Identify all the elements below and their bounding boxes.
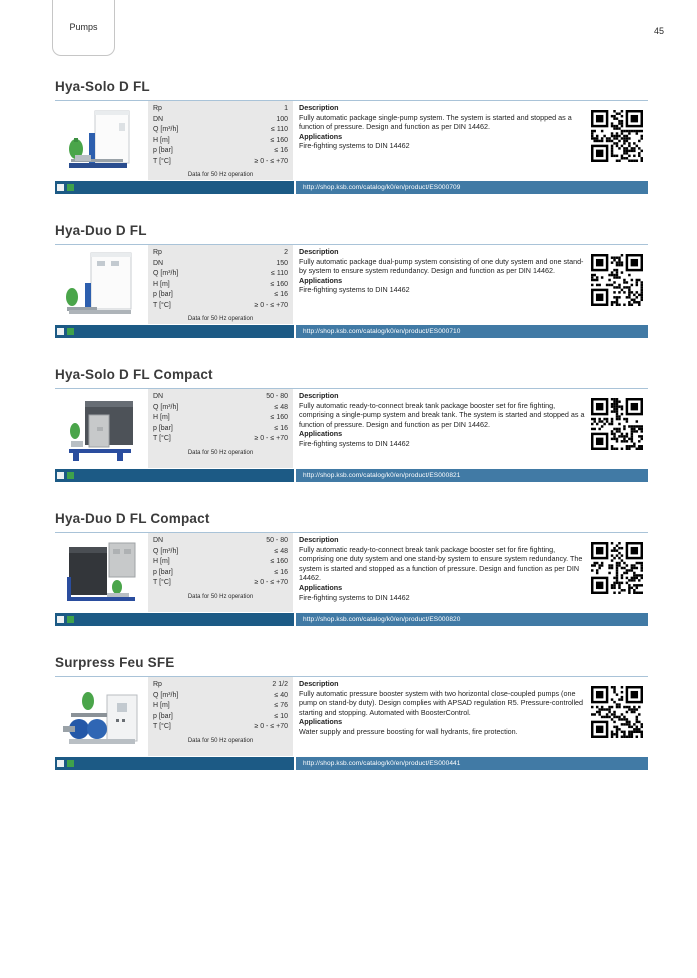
product-photo	[55, 389, 148, 468]
spec-row	[153, 536, 288, 547]
description-heading: Description	[299, 103, 339, 112]
spec-value: ≤ 110	[271, 270, 288, 277]
pump-illustration-duo-compact	[61, 537, 143, 609]
qr-code-icon	[591, 398, 643, 450]
spec-rows	[153, 104, 288, 167]
status-square-white-icon	[57, 184, 64, 191]
qr-code-icon	[591, 542, 643, 594]
description-cell	[293, 677, 591, 756]
description-heading: Description	[299, 247, 339, 256]
product-url-link[interactable]: http://shop.ksb.com/catalog/k0/en/product/ES000820	[296, 613, 648, 626]
applications-heading: Applications	[299, 131, 343, 141]
spec-row	[153, 269, 288, 280]
spec-label: DN	[153, 259, 164, 267]
product-section	[55, 655, 648, 770]
spec-label: Rp	[153, 105, 162, 112]
spec-row	[153, 434, 288, 445]
applications-text: Fire-fighting systems to DIN 14462	[299, 592, 410, 602]
product-body	[55, 676, 648, 756]
spec-table	[148, 533, 293, 612]
product-photo	[55, 245, 148, 324]
spec-label: T [°C]	[153, 579, 171, 586]
product-link-bar	[55, 469, 648, 482]
status-bar	[55, 181, 294, 194]
spec-label: T [°C]	[153, 435, 171, 442]
spec-row	[153, 290, 288, 301]
spec-row	[153, 280, 288, 291]
spec-value: ≤ 48	[274, 547, 288, 555]
applications-text: Fire-fighting systems to DIN 14462	[299, 141, 410, 151]
spec-value: ≤ 110	[271, 126, 288, 133]
spec-row	[153, 712, 288, 723]
status-bar	[55, 613, 294, 626]
spec-footnote: Data for 50 Hz operation	[187, 316, 254, 322]
product-section	[55, 511, 648, 626]
spec-value: ≤ 48	[274, 403, 288, 411]
qr-code-icon	[591, 110, 643, 162]
spec-table	[148, 101, 293, 180]
product-section	[55, 367, 648, 482]
spec-value: ≤ 40	[274, 691, 288, 699]
spec-value: ≤ 160	[270, 414, 288, 421]
spec-footnote: Data for 50 Hz operation	[187, 172, 254, 178]
applications-heading: Applications	[299, 429, 343, 439]
product-section	[55, 79, 648, 194]
spec-row	[153, 136, 288, 147]
spec-label: T [°C]	[153, 157, 171, 165]
status-square-white-icon	[57, 328, 64, 335]
spec-label: p [bar]	[153, 712, 173, 720]
spec-rows	[153, 536, 288, 589]
qr-cell	[591, 101, 648, 180]
description-text: Fully automatic ready-to-connect break tank package booster set for fire fighting, comprising one duty system and one stand-by system to ensure system redundancy. The system is started and stopped as a function of pressure. Design and function as per DIN 14462.	[299, 544, 583, 583]
spec-row	[153, 115, 288, 126]
spec-row	[153, 104, 288, 115]
spec-value: 1	[284, 105, 288, 112]
spec-label: p [bar]	[153, 568, 173, 576]
status-square-green-icon	[67, 328, 74, 335]
product-body	[55, 244, 648, 324]
status-square-white-icon	[57, 760, 64, 767]
spec-value: ≥ 0 - ≤ +70	[254, 579, 288, 586]
spec-value: ≥ 0 - ≤ +70	[254, 157, 288, 165]
applications-text: Fire-fighting systems to DIN 14462	[299, 438, 410, 448]
qr-cell	[591, 389, 648, 468]
spec-row	[153, 557, 288, 568]
product-photo	[55, 101, 148, 180]
product-link-bar	[55, 181, 648, 194]
spec-label: H [m]	[153, 558, 170, 565]
spec-row	[153, 578, 288, 589]
status-bar	[55, 325, 294, 338]
spec-rows	[153, 392, 288, 445]
spec-label: Q [m³/h]	[153, 691, 179, 699]
spec-row	[153, 424, 288, 435]
product-body	[55, 532, 648, 612]
spec-value: ≤ 160	[270, 136, 288, 144]
product-title: Hya-Duo D FL	[55, 223, 147, 238]
description-cell	[293, 245, 591, 324]
tab-label: Pumps	[69, 22, 98, 32]
spec-value: ≤ 16	[274, 291, 288, 298]
spec-footnote: Data for 50 Hz operation	[187, 449, 254, 456]
spec-label: Q [m³/h]	[153, 126, 179, 133]
spec-row	[153, 691, 288, 702]
spec-value: ≥ 0 - ≤ +70	[254, 723, 288, 730]
description-cell	[293, 389, 591, 468]
spec-value: ≤ 160	[270, 558, 288, 565]
spec-footnote: Data for 50 Hz operation	[187, 737, 254, 744]
status-square-green-icon	[67, 760, 74, 767]
spec-value: 2 1/2	[272, 681, 288, 688]
description-text: Fully automatic package single-pump system. The system is started and stopped as a function of pressure. Design and function as per DIN 14462.	[299, 112, 572, 132]
spec-value: ≤ 16	[274, 147, 288, 154]
spec-row	[153, 125, 288, 136]
spec-label: Q [m³/h]	[153, 403, 179, 411]
spec-table	[148, 677, 293, 756]
spec-value: 2	[284, 249, 288, 256]
product-photo	[55, 677, 148, 756]
description-heading: Description	[299, 391, 339, 400]
spec-label: Rp	[153, 681, 162, 688]
spec-value: ≤ 76	[274, 702, 288, 709]
spec-row	[153, 146, 288, 157]
product-link-bar	[55, 757, 648, 770]
spec-label: H [m]	[153, 280, 170, 288]
description-text: Fully automatic pressure booster system with two horizontal close-coupled pumps (one pump on stand-by duty). Design complies with APSAD regulation R5. Pressure-controlled starting and stopping. Automated with BoosterControl.	[299, 688, 584, 717]
spec-value: 50 - 80	[266, 537, 288, 544]
spec-row	[153, 701, 288, 712]
spec-label: H [m]	[153, 136, 170, 144]
pump-illustration-solo-compact	[61, 393, 143, 465]
product-url-link[interactable]: http://shop.ksb.com/catalog/k0/en/product/ES000441	[296, 757, 648, 770]
description-cell	[293, 101, 591, 180]
product-title: Hya-Solo D FL Compact	[55, 367, 213, 382]
spec-label: DN	[153, 393, 164, 400]
applications-text: Water supply and pressure boosting for wall hydrants, fire protection.	[299, 726, 518, 736]
spec-label: Q [m³/h]	[153, 547, 179, 555]
spec-value: ≤ 16	[274, 424, 288, 432]
spec-label: Rp	[153, 249, 162, 256]
spec-label: T [°C]	[153, 723, 171, 730]
product-title: Hya-Duo D FL Compact	[55, 511, 210, 526]
spec-row	[153, 680, 288, 691]
spec-row	[153, 392, 288, 403]
spec-table	[148, 245, 293, 324]
spec-value: ≤ 16	[274, 568, 288, 576]
spec-row	[153, 547, 288, 558]
product-url-link[interactable]: http://shop.ksb.com/catalog/k0/en/product/ES000709	[296, 181, 648, 194]
product-link-bar	[55, 325, 648, 338]
spec-value: 50 - 80	[266, 393, 288, 400]
description-heading: Description	[299, 679, 339, 688]
qr-cell	[591, 677, 648, 756]
description-text: Fully automatic ready-to-connect break tank package booster set for fire fighting, comprising a single-pump system and break tank. The system is started and stopped as a function of pressure. Design and function as per DIN 14462.	[299, 400, 585, 429]
description-cell	[293, 533, 591, 612]
spec-label: Q [m³/h]	[153, 270, 179, 277]
spec-rows	[153, 680, 288, 733]
description-heading: Description	[299, 535, 339, 544]
spec-row	[153, 259, 288, 270]
status-square-white-icon	[57, 472, 64, 479]
product-link-bar	[55, 613, 648, 626]
product-body	[55, 388, 648, 468]
product-section	[55, 223, 648, 338]
spec-label: DN	[153, 115, 164, 123]
applications-heading: Applications	[299, 717, 343, 727]
spec-value: 100	[276, 115, 288, 123]
product-title: Hya-Solo D FL	[55, 79, 150, 94]
spec-label: p [bar]	[153, 147, 173, 154]
applications-heading: Applications	[299, 582, 343, 592]
product-list	[55, 0, 648, 770]
spec-row	[153, 722, 288, 733]
spec-row	[153, 413, 288, 424]
spec-rows	[153, 248, 288, 311]
spec-row	[153, 301, 288, 312]
spec-label: H [m]	[153, 414, 170, 421]
spec-value: ≤ 10	[274, 712, 288, 720]
description-text: Fully automatic package dual-pump system consisting of one duty system and one stand-by system to ensure system redundancy. Design and function as per DIN 14462.	[299, 256, 584, 276]
product-photo	[55, 533, 148, 612]
product-url-link[interactable]: http://shop.ksb.com/catalog/k0/en/product/ES000710	[296, 325, 648, 338]
spec-row	[153, 403, 288, 414]
status-square-green-icon	[67, 472, 74, 479]
qr-code-icon	[591, 686, 643, 738]
spec-label: H [m]	[153, 702, 170, 709]
spec-label: DN	[153, 537, 164, 544]
spec-table	[148, 389, 293, 468]
status-square-green-icon	[67, 184, 74, 191]
pump-illustration-sfe	[61, 681, 143, 753]
qr-cell	[591, 245, 648, 324]
spec-label: p [bar]	[153, 424, 173, 432]
qr-code-icon	[591, 254, 643, 306]
product-body	[55, 100, 648, 180]
status-bar	[55, 469, 294, 482]
status-square-green-icon	[67, 616, 74, 623]
pump-illustration-duo-fl	[61, 249, 143, 321]
product-url-link[interactable]: http://shop.ksb.com/catalog/k0/en/product/ES000821	[296, 469, 648, 482]
page-number: 45	[653, 26, 664, 36]
pump-illustration-solo-fl	[61, 105, 143, 177]
spec-row	[153, 568, 288, 579]
status-bar	[55, 757, 294, 770]
status-square-white-icon	[57, 616, 64, 623]
spec-value: ≥ 0 - ≤ +70	[254, 301, 288, 309]
spec-row	[153, 157, 288, 168]
spec-value: ≥ 0 - ≤ +70	[254, 435, 288, 442]
product-title: Surpress Feu SFE	[55, 655, 175, 670]
spec-value: ≤ 160	[270, 280, 288, 288]
spec-footnote: Data for 50 Hz operation	[187, 593, 254, 600]
qr-cell	[591, 533, 648, 612]
spec-label: T [°C]	[153, 301, 171, 309]
applications-heading: Applications	[299, 275, 343, 285]
spec-row	[153, 248, 288, 259]
spec-label: p [bar]	[153, 291, 173, 298]
applications-text: Fire-fighting systems to DIN 14462	[299, 285, 410, 295]
spec-value: 150	[276, 259, 288, 267]
